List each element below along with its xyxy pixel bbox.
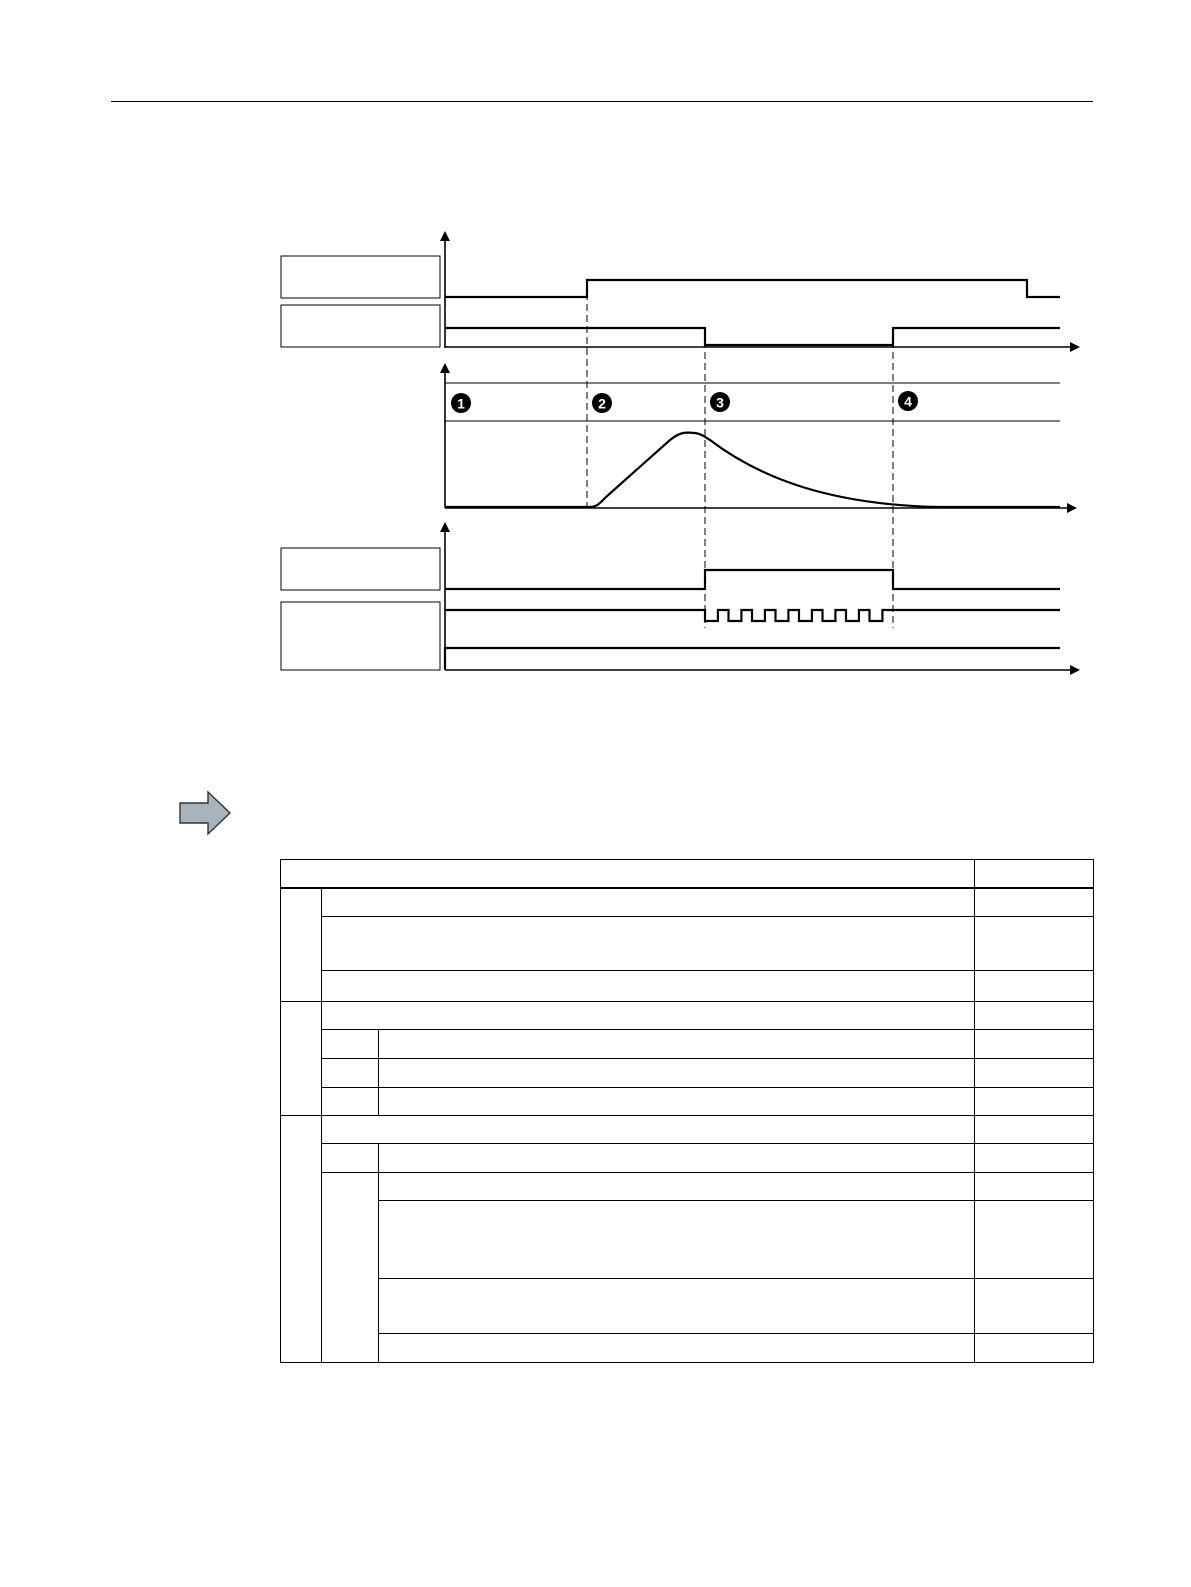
table-cell (322, 888, 975, 917)
phase-marker-1 (451, 393, 471, 413)
parameter-table (280, 859, 1093, 1362)
sub-cell (322, 1173, 379, 1363)
table-cell (975, 1173, 1094, 1201)
table-header-cell (281, 860, 975, 888)
table-cell (379, 1059, 975, 1088)
table-cell (379, 1030, 975, 1059)
table-cell (322, 1002, 975, 1030)
signal-label-box (281, 602, 440, 670)
sub-cell (322, 1144, 379, 1173)
table-cell (379, 1088, 975, 1116)
table-cell (379, 1334, 975, 1363)
table-cell (322, 917, 975, 971)
table-header-cell (975, 860, 1094, 888)
table-cell (975, 971, 1094, 1002)
phase-marker-3 (710, 392, 730, 412)
table-cell (975, 917, 1094, 971)
signal-trace (445, 570, 1060, 589)
phase-marker-2 (592, 393, 612, 413)
signal-trace (445, 328, 1060, 345)
table-cell (379, 1173, 975, 1201)
phase-marker-4 (898, 391, 918, 411)
table-cell (975, 888, 1094, 917)
section-cell (281, 1002, 322, 1116)
pulse-train (445, 610, 1060, 621)
svg-text:1: 1 (457, 395, 465, 412)
signal-label-box (281, 548, 440, 590)
table-cell (379, 1144, 975, 1173)
timing-diagram (0, 0, 1191, 700)
svg-text:4: 4 (904, 393, 912, 410)
table-cell (975, 1144, 1094, 1173)
table-cell (975, 1030, 1094, 1059)
sub-cell (322, 1059, 379, 1088)
section-cell (281, 1116, 322, 1363)
table-cell (322, 1116, 975, 1144)
signal-label-box (281, 305, 440, 347)
sub-cell (322, 1030, 379, 1059)
table-cell (975, 1088, 1094, 1116)
table-cell (322, 971, 975, 1002)
speed-curve (445, 433, 1060, 507)
table-cell (975, 1334, 1094, 1363)
sub-cell (322, 1088, 379, 1116)
signal-label-box (281, 256, 440, 298)
table-cell (975, 1059, 1094, 1088)
svg-text:3: 3 (716, 394, 724, 411)
table-cell (379, 1279, 975, 1334)
section-cell (281, 888, 322, 1002)
table-cell (975, 1201, 1094, 1279)
table-cell (379, 1201, 975, 1279)
arrow-right-icon (178, 790, 234, 836)
signal-trace (445, 280, 1060, 297)
table-cell (975, 1279, 1094, 1334)
signal-trace (445, 648, 1060, 669)
svg-text:2: 2 (598, 395, 606, 412)
table-cell (975, 1116, 1094, 1144)
table-cell (975, 1002, 1094, 1030)
